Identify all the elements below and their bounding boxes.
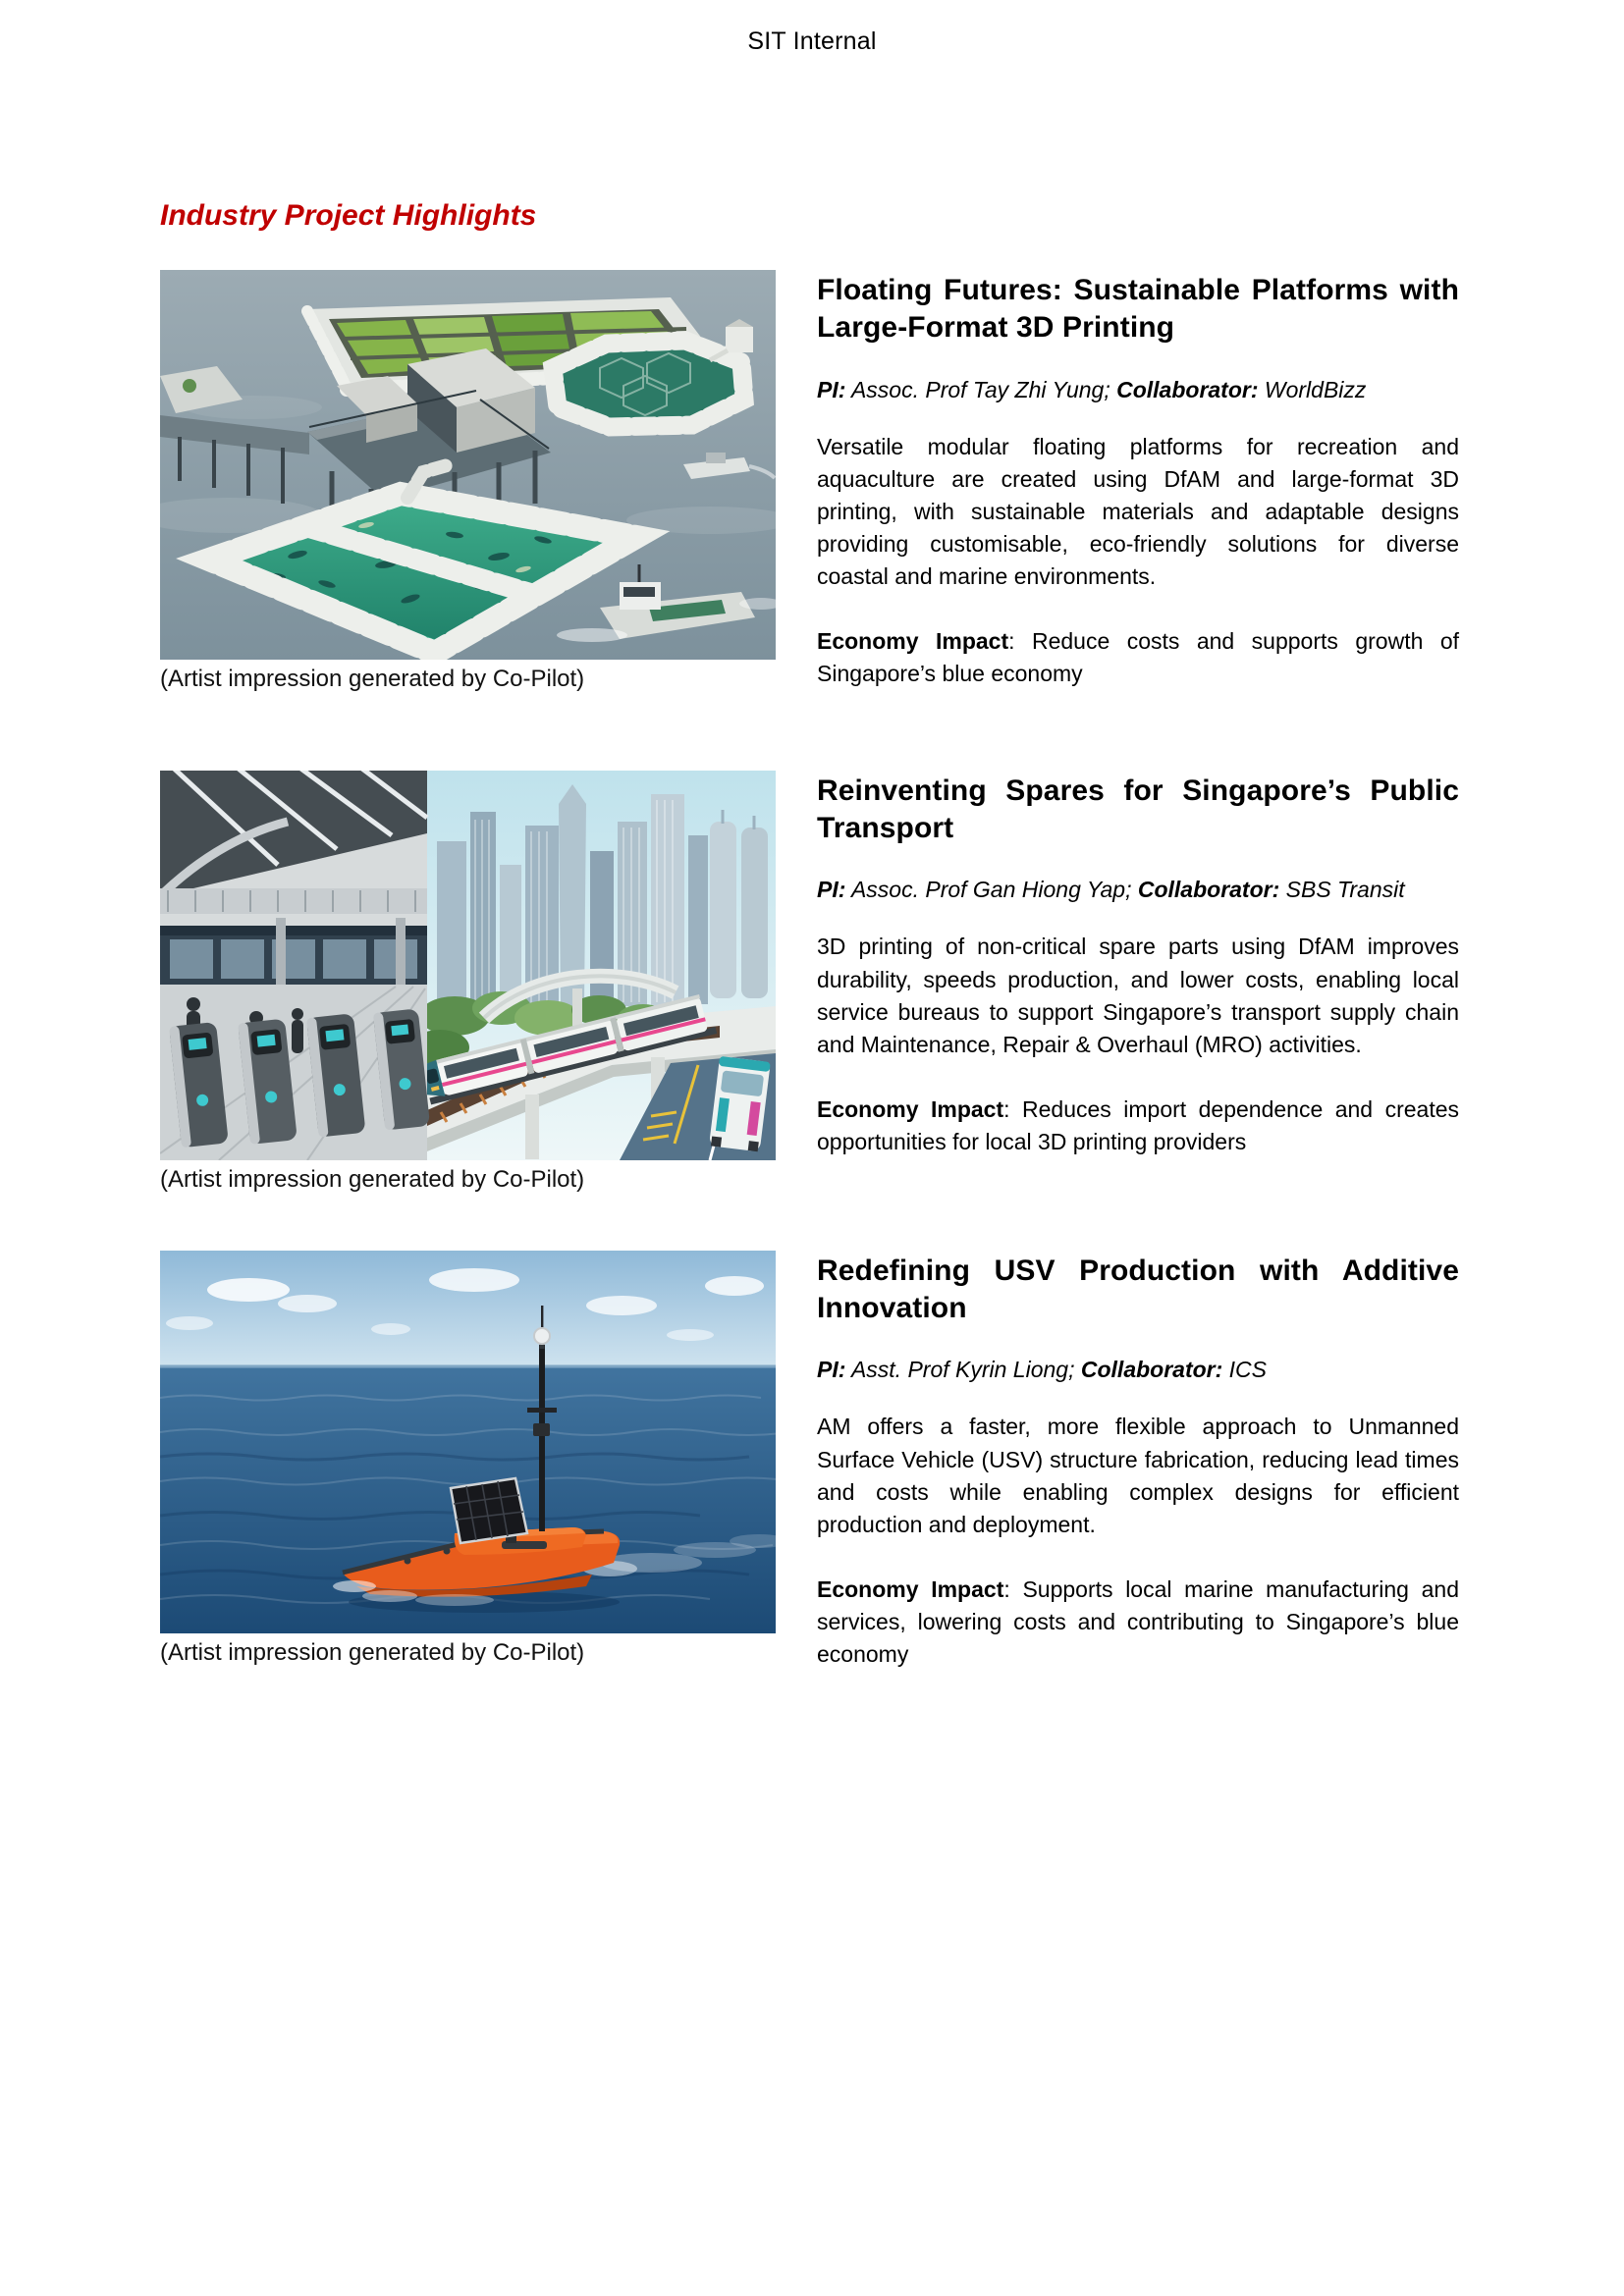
project-row-public-transport [160, 771, 1459, 1194]
pi-label: PI: [817, 1357, 846, 1383]
image-caption: (Artist impression generated by Co-Pilot) [160, 666, 585, 692]
image-caption: (Artist impression generated by Co-Pilot) [160, 1638, 585, 1666]
collaborator-name: ICS [1228, 1357, 1267, 1383]
collaborator-label: Collaborator: [1080, 1357, 1223, 1383]
pi-label: PI: [817, 877, 846, 903]
project-credits [817, 875, 1459, 905]
economy-impact-label: Economy Impact [817, 1575, 1004, 1602]
project-row-usv [160, 1251, 1459, 1694]
economy-impact [817, 1574, 1459, 1671]
project-text-usv [817, 1251, 1459, 1694]
image-caption: (Artist impression generated by Co-Pilot) [160, 1165, 585, 1193]
document-classification-header: SIT Internal [747, 27, 877, 55]
pi-name: Assoc. Prof Tay Zhi Yung; [850, 376, 1110, 402]
public-transport-image [160, 771, 776, 1160]
collaborator-label: Collaborator: [1137, 877, 1280, 903]
project-credits [817, 375, 1459, 405]
project-description: 3D printing of non-critical spare parts using DfAM improves durability, speeds production, and lower costs, enabling local service bureaus to support Singapore’s transport supply chain and Maintenance, Repair & Overhaul (MRO) activities. [817, 934, 1459, 1057]
usv-boat-image [160, 1251, 776, 1633]
economy-impact [817, 1094, 1459, 1158]
project-text-floating-futures [817, 270, 1459, 714]
economy-impact-label: Economy Impact [817, 628, 1009, 655]
project-text-public-transport [817, 771, 1459, 1181]
project-description: AM offers a faster, more flexible approach to Unmanned Surface Vehicle (USV) structure fabrication, reducing lead times and costs while enabling complex designs for efficient production and deployment. [817, 1414, 1459, 1537]
pi-label: PI: [817, 376, 846, 402]
project-description: Versatile modular floating platforms for recreation and aquaculture are created using DfAM and large-format 3D printing, with sustainable materials and adaptable designs providing customisable, eco-friendly solutions for diverse coastal and marine environments. [817, 433, 1459, 590]
floating-platforms-figure [160, 270, 776, 693]
pi-name: Assoc. Prof Gan Hiong Yap; [850, 877, 1132, 903]
project-title: Reinventing Spares for Singapore’s Public Transport [817, 774, 1459, 844]
section-heading: Industry Project Highlights [160, 199, 537, 232]
economy-impact-text: : Reduce costs and supports growth of Singapore’s blue economy [817, 628, 1460, 687]
collaborator-name: SBS Transit [1285, 877, 1405, 903]
floating-platforms-image [160, 270, 776, 660]
project-title: Redefining USV Production with Additive Innovation [817, 1254, 1459, 1324]
project-credits [817, 1355, 1459, 1385]
economy-impact [817, 625, 1459, 690]
economy-impact-text: : Supports local marine manufacturing and services, lowering costs and contributing to Singapore’s blue economy [817, 1575, 1459, 1668]
economy-impact-text: : Reduces import dependence and creates opportunities for local 3D printing providers [817, 1095, 1459, 1154]
project-title: Floating Futures: Sustainable Platforms with Large-Format 3D Printing [817, 274, 1459, 345]
project-row-floating-futures [160, 270, 1459, 714]
public-transport-figure [160, 771, 776, 1194]
economy-impact-label: Economy Impact [817, 1095, 1004, 1122]
usv-figure [160, 1251, 776, 1667]
pi-name: Asst. Prof Kyrin Liong; [850, 1357, 1075, 1383]
collaborator-label: Collaborator: [1116, 376, 1259, 402]
collaborator-name: WorldBizz [1264, 376, 1367, 402]
page-content [0, 199, 1624, 1733]
